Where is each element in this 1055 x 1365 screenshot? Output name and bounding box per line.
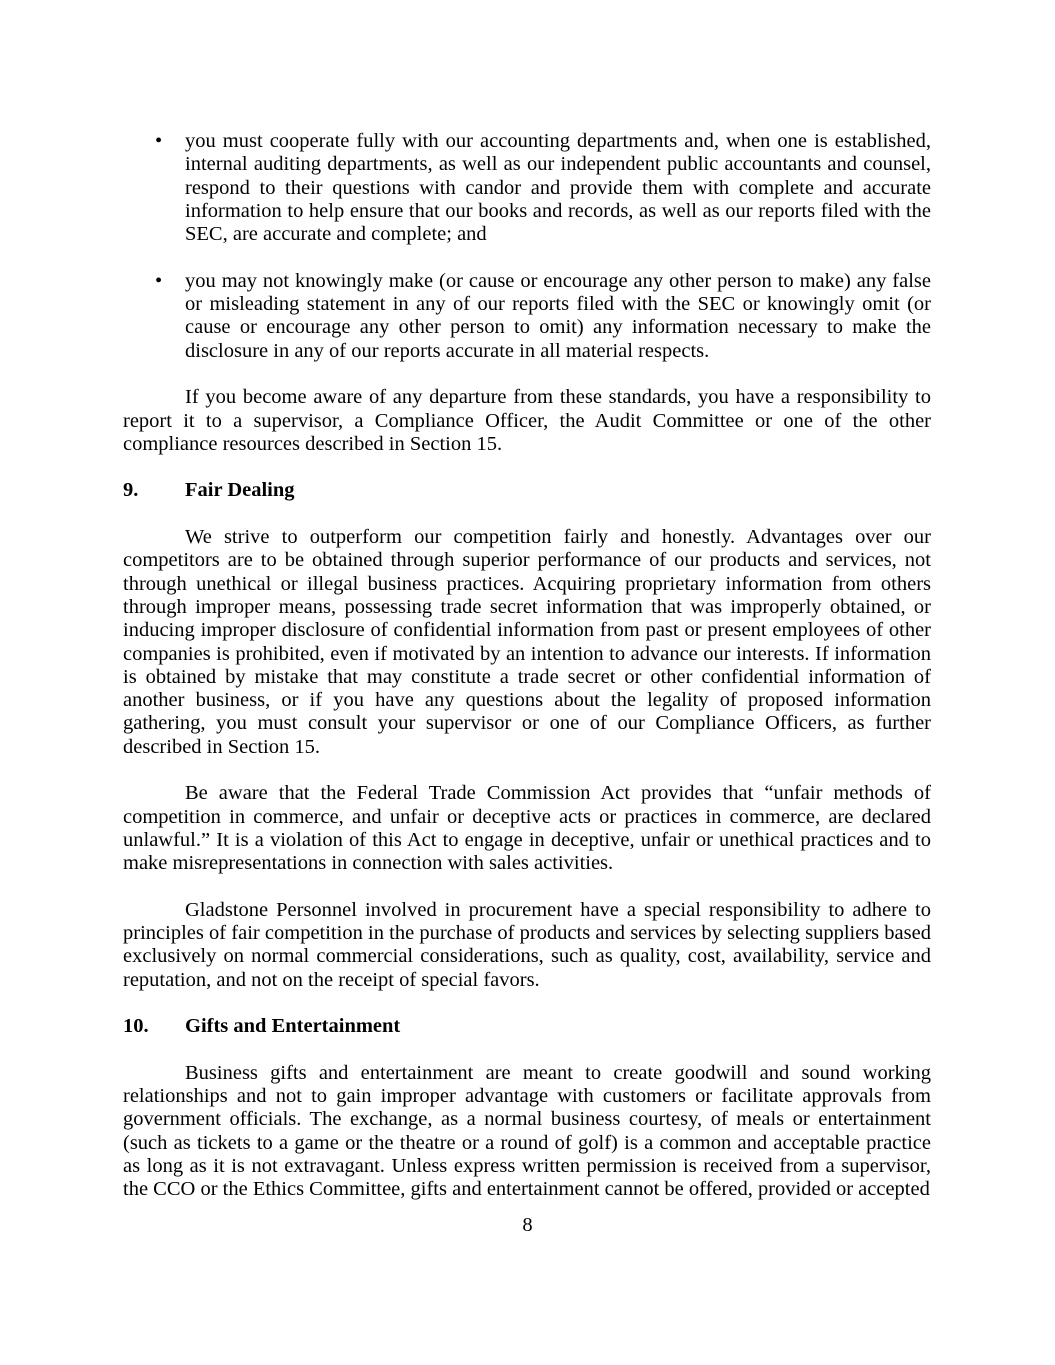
section-heading-fair-dealing: [123, 479, 931, 502]
paragraph-fair-dealing-3: Gladstone Personnel involved in procurement have a special responsibility to adhere to principles of fair competition in the purchase of products and services by selecting suppliers based exclusively on normal commercial considerations, such as quality, cost, availability, service and reputation, and not on the receipt of special favors.: [123, 898, 931, 991]
page-number: 8: [522, 1214, 533, 1236]
section-number: 9.: [123, 479, 139, 502]
bullet-icon: •: [155, 130, 163, 152]
section-number: 10.: [123, 1015, 149, 1038]
paragraph-fair-dealing-2: Be aware that the Federal Trade Commission Act provides that “unfair methods of competition in commerce, and unfair or deceptive acts or practices in commerce, are declared unlawful.” It is a violation of this Act to engage in deceptive, unfair or unethical practices and to make misrepresentations in connection with sales activities.: [123, 782, 931, 875]
paragraph-compliance-reporting: If you become aware of any departure from these standards, you have a responsibility to report it to a supervisor, a Compliance Officer, the Audit Committee or one of the other compliance resources described in Section 15.: [123, 386, 931, 455]
bullet-text: you may not knowingly make (or cause or encourage any other person to make) any false or misleading statement in any of our reports filed with the SEC or knowingly omit (or cause or encourage any other person to omit) any information necessary to make the disclosure in any of our reports accurate in all material respects.: [185, 269, 931, 362]
section-title: Fair Dealing: [185, 479, 295, 502]
section-heading-gifts-entertainment: [123, 1015, 931, 1038]
paragraph-gifts-entertainment-1: Business gifts and entertainment are meant to create goodwill and sound working relationships and not to gain improper advantage with customers or facilitate approvals from government officials. The exchange, as a normal business courtesy, of meals or entertainment (such as tickets to a game or the theatre or a round of golf) is a common and acceptable practice as long as it is not extravagant. Unless express written permission is received from a supervisor, the CCO or the Ethics Committee, gifts and entertainment cannot be offered, provided or accepted: [123, 1061, 931, 1201]
bullet-text: you must cooperate fully with our accounting departments and, when one is established, internal auditing departments, as well as our independent public accountants and counsel, respond to their questions with candor and provide them with complete and accurate information to help ensure that our books and records, as well as our reports filed with the SEC, are accurate and complete; and: [185, 130, 931, 246]
bullet-item: [123, 270, 931, 363]
bullet-item: [123, 130, 931, 246]
section-title: Gifts and Entertainment: [185, 1015, 401, 1038]
bullet-icon: •: [155, 269, 163, 292]
paragraph-fair-dealing-1: We strive to outperform our competition fairly and honestly. Advantages over our competitors are to be obtained through superior performance of our products and services, not through unethical or illegal business practices. Acquiring proprietary information from others through improper means, possessing trade secret information that was improperly obtained, or inducing improper disclosure of confidential information from past or present employees of other companies is prohibited, even if motivated by an intention to advance our interests. If information is obtained by mistake that may constitute a trade secret or other confidential information of another business, or if you have any questions about the legality of proposed information gathering, you must consult your supervisor or one of our Compliance Officers, as further described in Section 15.: [123, 526, 931, 758]
